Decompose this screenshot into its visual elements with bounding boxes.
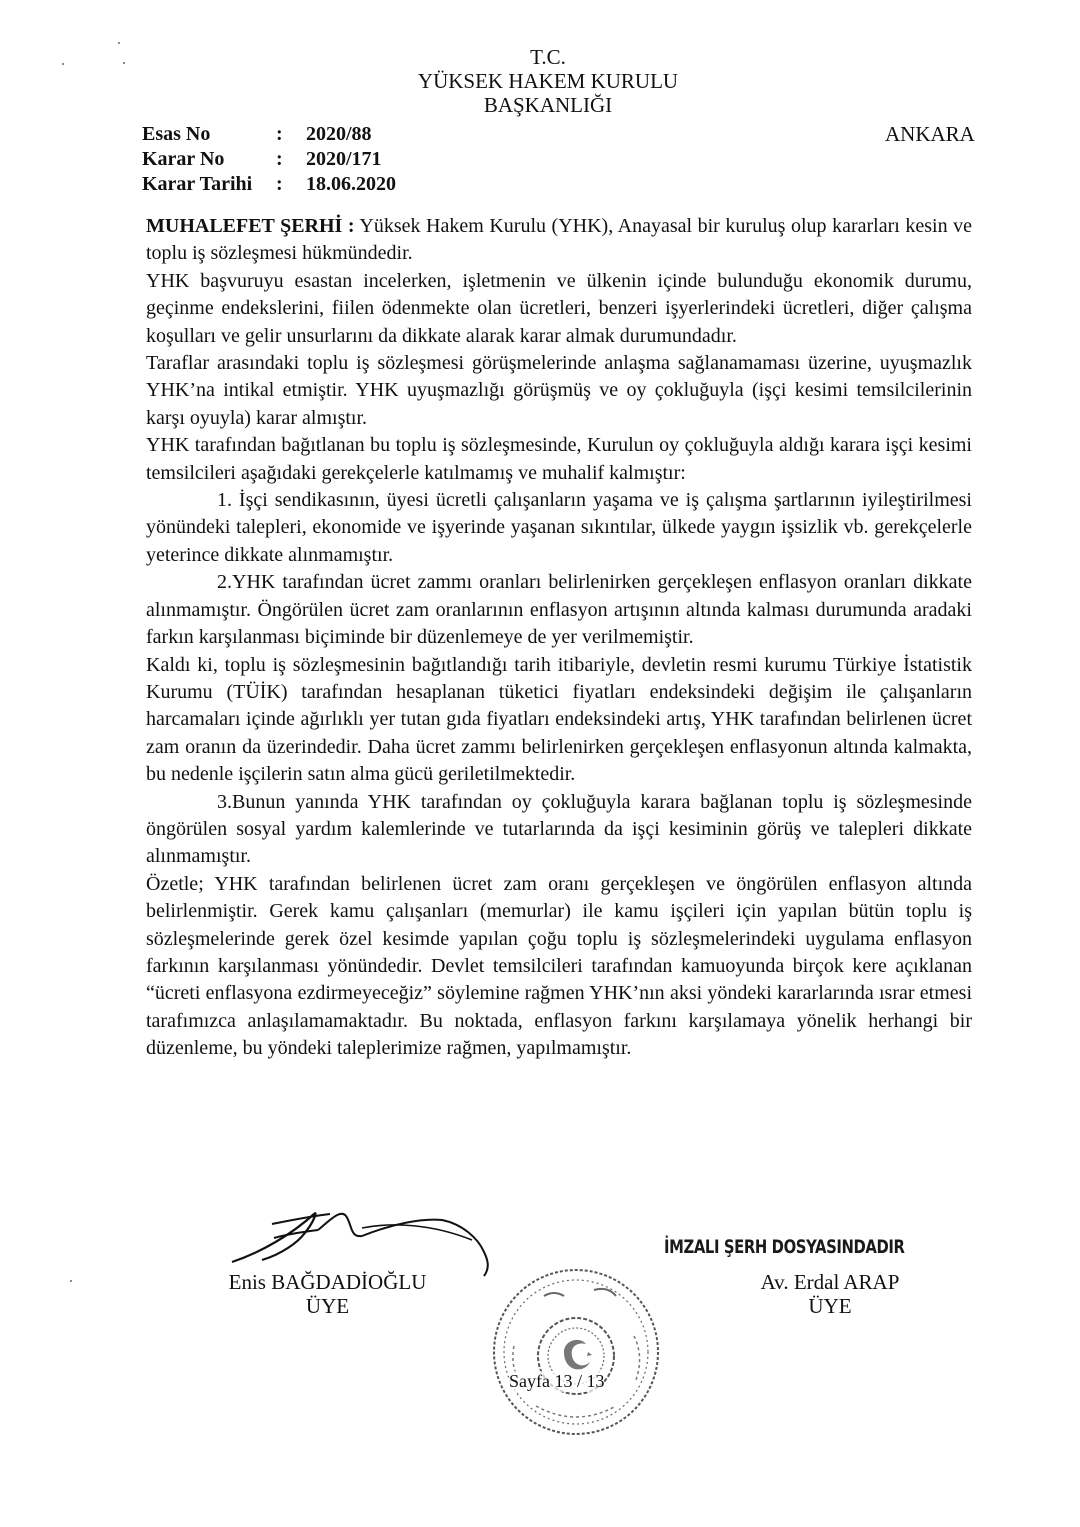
page-number: Sayfa 13 / 13 [509,1371,605,1391]
signatory-left [210,1270,445,1318]
signatory-left-name: Enis BAĞDADİOĞLU [228,1270,427,1294]
karar-value: 2020/171 [306,148,382,170]
signature-on-file-stamp: İMZALI ŞERH DOSYASINDADIR [664,1236,905,1258]
header-presidency: BAŞKANLIĞI [483,93,613,117]
scan-speck [118,42,120,44]
list-item-1: 1. İşçi sendikasının, üyesi ücretli çalışanların yaşama ve iş çalışma şartlarının iyileştirilmesi yönündeki talepleri, ekonomide ve işyerinde yaşanan sıkıntılar, ülkede yaygın işsizlik vb. gerekçelerle yeterince dikkate alınmamıştır. [146,489,972,566]
separator: : [276,173,283,195]
meta-tarih-row [142,171,396,197]
paragraph-4: YHK tarafından bağıtlanan bu toplu iş sözleşmesinde, Kurulun oy çokluğuyla aldığı karara işçi kesimi temsilcileri aşağıdaki gerekçelerle katılmamış ve muhalif kalmıştır: [146,434,972,484]
karar-label: Karar No [142,148,225,170]
meta-esas-row [142,121,372,147]
dissent-heading: MUHALEFET ŞERHİ : [146,215,355,237]
esas-value: 2020/88 [306,123,372,145]
paragraph-intro [146,213,972,268]
header-tc: T.C. [530,45,566,69]
signatory-right [745,1270,915,1318]
list-item-3: 3.Bunun yanında YHK tarafından oy çokluğuyla karara bağlanan toplu iş sözleşmesinde öngörülen sosyal yardım kalemlerinde ve tutarlarında da işçi kesiminin görüş ve talepleri dikkate alınmamıştır. [146,790,972,868]
signatory-right-name: Av. Erdal ARAP [760,1270,900,1294]
paragraph-5: Kaldı ki, toplu iş sözleşmesinin bağıtlandığı tarih itibariyle, devletin resmi kurumu Türkiye İstatistik Kurumu (TÜİK) tarafından hesaplanan tüketici fiyatları endeksindeki değişim ile çalışanların harcamaları içinde ağırlıklı yer tutan gıda fiyatları endeksindeki artış, YHK tarafından belirlenen ücret zam oranın da üzerindedir. Daha ücret zammı belirlenirken gerçekleşen enflasyonun altında kalmakta, bu nedenle işçilerin satın alma gücü geriletilmektedir. [146,653,972,786]
paragraph-2: YHK başvuruyu esastan incelerken, işletmenin ve ülkenin içinde bulunduğu ekonomik durumu, geçinme endekslerini, fiilen ödenmekte olan ücretleri, benzeri işyerlerindeki ücretleri, diğer çalışma koşulları ve gelir unsurlarını da dikkate alarak karar almak durumundadır. [146,269,972,347]
list-item-2: 2.YHK tarafından ücret zammı oranları belirlenirken gerçekleşen enflasyon oranları dikkate alınmamıştır. Öngörülen ücret zam oranlarının enflasyon artışının altında kalması durumunda aradaki farkın karşılanması biçiminde bir düzenlemeye de yer verilmemiştir. [146,571,972,649]
separator: : [276,148,283,170]
city-label: ANKARA [885,122,975,146]
document-body [146,213,972,1063]
header-institution: YÜKSEK HAKEM KURULU [417,69,679,93]
intro-text: Yüksek Hakem Kurulu (YHK), Anayasal bir kuruluş olup kararları kesin ve toplu iş sözleşmesi hükmündedir. [146,215,972,265]
scan-speck [70,1280,72,1282]
tarih-value: 18.06.2020 [306,173,396,195]
meta-karar-row [142,146,382,172]
paragraph-3: Taraflar arasındaki toplu iş sözleşmesi görüşmelerinde anlaşma sağlanamaması üzerine, uyuşmazlık YHK’na intikal etmiştir. YHK uyuşmazlığı görüşmüş ve oy çokluğuyla (işçi kesimi temsilcilerinin karşı oyuyla) karar almıştır. [146,352,972,429]
paragraph-summary: Özetle; YHK tarafından belirlenen ücret zam oranı gerçekleşen ve öngörülen enflasyon altında belirlenmiştir. Gerek kamu çalışanları (memurlar) ile kamu işçileri için yapılan bütün toplu iş sözleşmelerinde gerek özel kesimde yapılan çoğu toplu iş sözleşmelerindeki uygulama enflasyon farkının karşılanması yönündedir. Devlet temsilcileri tarafından kamuoyunda birçok kere açıklanan “ücreti enflasyona ezdirmeyeceğiz” söylemine rağmen YHK’nın aksi yöndeki kararlarında ısrar etmesi tarafımızca anlaşılamamaktadır. Bu noktada, enflasyon farkını karşılamaya yönelik herhangi bir düzenleme, bu yöndeki taleplerimize rağmen, yapılmamıştır. [146,872,972,1060]
signatory-right-role: ÜYE [808,1294,852,1318]
esas-label: Esas No [142,123,211,145]
official-seal [484,1256,669,1451]
signatory-left-role: ÜYE [305,1294,350,1318]
separator: : [276,123,283,145]
tarih-label: Karar Tarihi [142,173,253,195]
